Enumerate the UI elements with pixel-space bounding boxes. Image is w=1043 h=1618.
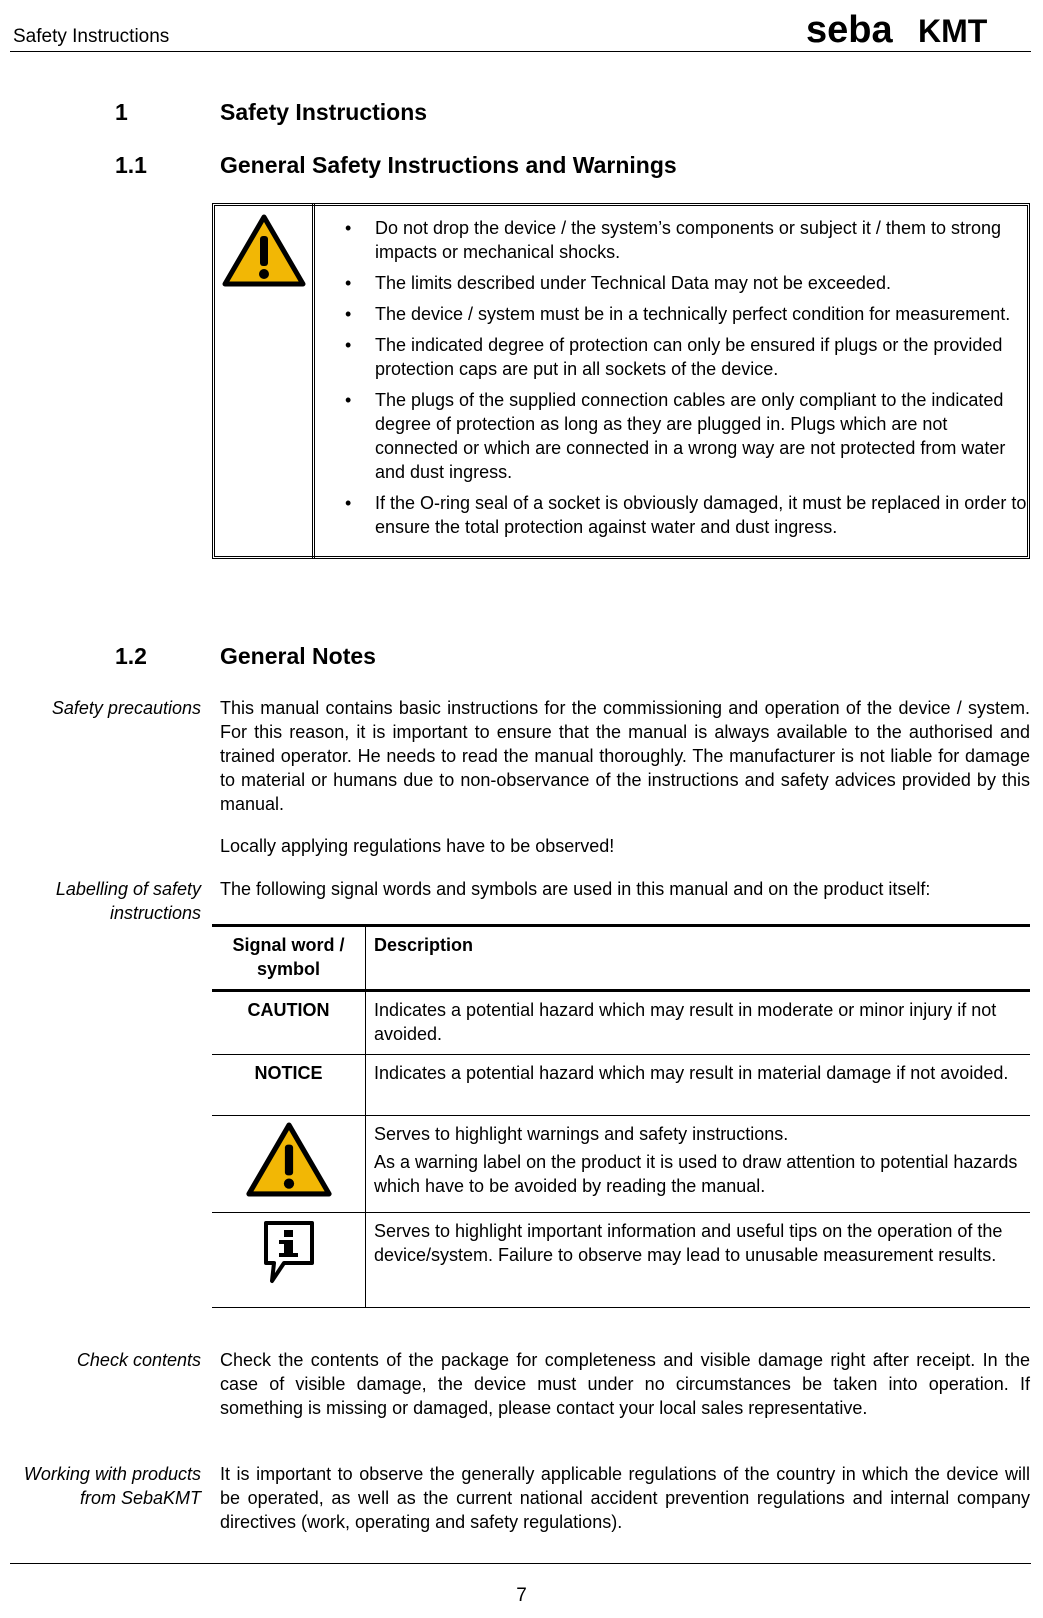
notice-word: NOTICE [212,1055,366,1116]
section-1-2-number: 1.2 [115,643,147,669]
warning-symbol-cell [212,1116,366,1213]
warning-item: • The indicated degree of protection can only be ensured if plugs or the provided protection caps are put in all sockets of the device. [345,333,1029,381]
section-1-1-title: General Safety Instructions and Warnings [220,152,677,178]
sebakmt-logo [806,10,1030,50]
margin-note-check-contents: Check contents [76,1350,201,1370]
warning-list [345,216,1029,546]
signal-word-table [212,924,1030,1308]
page-number: 7 [516,1585,527,1606]
section-1-1-number: 1.1 [115,152,147,178]
header-rule [10,51,1031,52]
warning-description [366,1116,1031,1213]
warning-item: • If the O-ring seal of a socket is obviously damaged, it must be replaced in order to ensure the total protection against water and dust ingress. [345,491,1029,539]
warning-description-line: As a warning label on the product it is used to draw attention to potential hazards which have to be avoided by reading the manual. [374,1152,1018,1196]
caution-description: Indicates a potential hazard which may result in moderate or minor injury if not avoided. [374,1000,997,1044]
warning-item: • The plugs of the supplied connection cables are only compliant to the indicated degree of protection as long as they are plugged in. Plugs which are not connected or which are connected in a wrong way are not protected from water and dust ingress. [345,388,1029,484]
margin-note-safety-precautions: Safety precautions [51,698,201,718]
info-symbol-cell [212,1213,366,1308]
running-header-title: Safety Instructions [13,26,170,47]
section-1-title: Safety Instructions [220,99,428,125]
warning-item: • Do not drop the device / the system’s components or subject it / them to strong impacts or mechanical shocks. [345,216,1029,264]
table-row [212,1116,1030,1213]
info-description: Serves to highlight important information and useful tips on the operation of the device/system. Failure to observe may lead to unusable measurement results. [374,1221,1003,1265]
warning-triangle-icon [245,1122,333,1198]
header-signal-word: Signal word / symbol [212,926,366,991]
table-header-row [212,926,1030,991]
labelling-text: The following signal words and symbols are used in this manual and on the product itself: [220,879,931,899]
warning-box-divider [312,203,315,559]
footer-rule [10,1563,1031,1564]
check-contents-text: Check the contents of the package for completeness and visible damage right after receipt. In the case of visible damage, the device must under no circumstances be taken into operation. If something is missing or damaged, please contact your local sales representative. [220,1350,1030,1418]
local-regulations-text: Locally applying regulations have to be observed! [220,836,615,856]
logo-secondary: KMT [918,13,988,49]
notice-description: Indicates a potential hazard which may result in material damage if not avoided. [374,1063,1009,1083]
warning-item: • The device / system must be in a technically perfect condition for measurement. [345,302,1029,326]
safety-precautions-text: This manual contains basic instructions for the commissioning and operation of the device / system. For this reason, it is important to ensure that the manual is always available to the authorised and trained operator. He needs to read the manual thoroughly. The manufacturer is not liable for damage to material or humans due to non-observance of the instructions and safety advices provided by this manual. [220,698,1030,814]
section-1-number: 1 [115,99,128,125]
margin-note-labelling: Labelling of safety instructions [55,879,201,923]
caution-word: CAUTION [212,991,366,1055]
logo-primary: seba [806,10,893,50]
header-description: Description [374,935,474,955]
table-row [212,991,1030,1055]
warning-item: • The limits described under Technical Data may not be exceeded. [345,271,1029,295]
table-row [212,1055,1030,1116]
warning-description-line: Serves to highlight warnings and safety instructions. [374,1124,789,1144]
section-1-2-title: General Notes [220,643,376,669]
working-with-products-text: It is important to observe the generally applicable regulations of the country in which the device will be operated, as well as the current national accident prevention regulations and internal company directives (work, operating and safety regulations). [220,1464,1030,1532]
warning-triangle-icon [222,214,306,288]
table-row [212,1213,1030,1308]
info-icon [262,1219,316,1285]
margin-note-working-with-products: Working with products from SebaKMT [23,1464,201,1508]
